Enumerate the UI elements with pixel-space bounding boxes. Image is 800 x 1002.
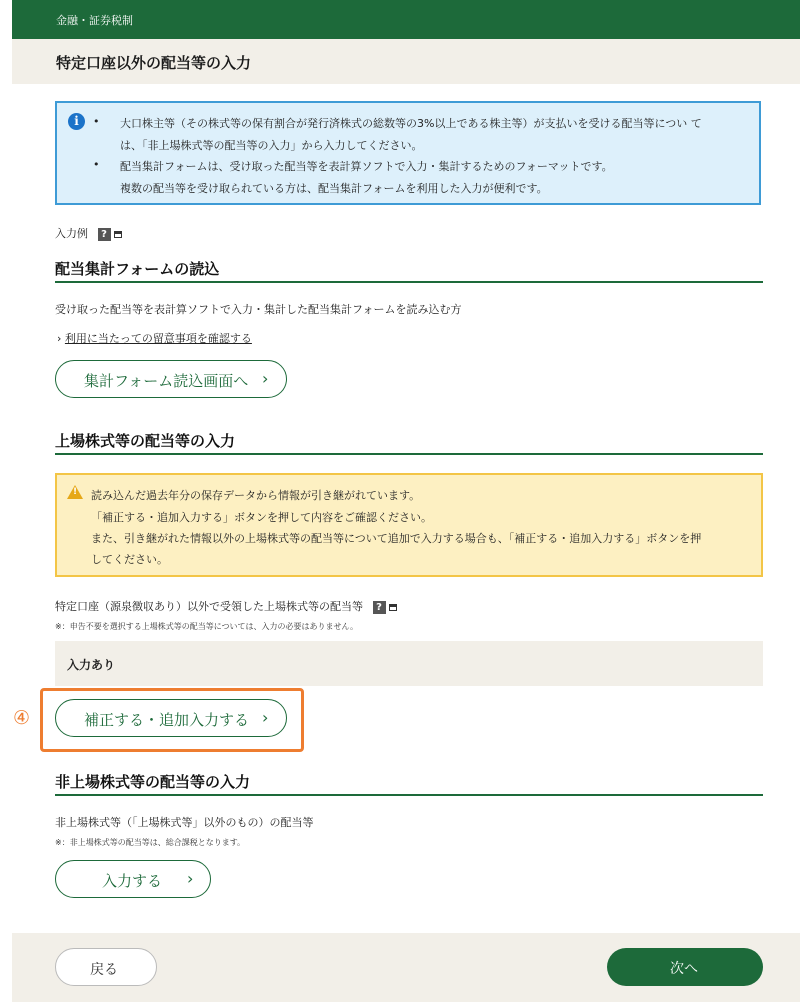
info-box bbox=[55, 101, 761, 205]
section-divider bbox=[55, 281, 763, 283]
form-section-description: 受け取った配当等を表計算ソフトで入力・集計した配当集計フォームを読み込む方 bbox=[55, 303, 462, 316]
chevron-right-icon: › bbox=[262, 369, 269, 388]
unlisted-input-button-label: 入力する bbox=[102, 872, 163, 890]
notice-link-label: 利用に当たっての留意事項を確認する bbox=[64, 332, 252, 345]
notice-link[interactable] bbox=[57, 330, 252, 346]
category-bar bbox=[12, 0, 800, 39]
correct-add-button[interactable] bbox=[55, 699, 287, 737]
input-status-bar bbox=[55, 641, 763, 686]
chevron-right-icon: › bbox=[187, 869, 194, 888]
page-title: 特定口座以外の配当等の入力 bbox=[56, 54, 252, 72]
info-bullet-1-line-2: は、「非上場株式等の配当等の入力」から入力してください。 bbox=[120, 139, 423, 152]
section-divider bbox=[55, 453, 763, 455]
warning-line-2: 「補正する・追加入力する」ボタンを押して内容をご確認ください。 bbox=[91, 511, 432, 524]
new-window-icon bbox=[114, 231, 122, 238]
listed-item-label: 特定口座（源泉徴収あり）以外で受領した上場株式等の配当等 bbox=[55, 600, 363, 613]
next-button-label: 次へ bbox=[670, 961, 698, 977]
category-label: 金融・証券税制 bbox=[56, 14, 133, 27]
warning-icon: ! bbox=[67, 485, 83, 499]
back-button-label: 戻る bbox=[90, 962, 118, 978]
new-window-icon bbox=[389, 604, 397, 611]
input-status: 入力あり bbox=[67, 658, 116, 672]
example-label: 入力例 bbox=[55, 227, 88, 240]
help-icon[interactable]: ? bbox=[373, 601, 386, 614]
warning-line-4: してください。 bbox=[91, 553, 168, 566]
form-read-button[interactable] bbox=[55, 360, 287, 398]
form-read-button-label: 集計フォーム読込画面へ bbox=[84, 372, 249, 390]
warning-box bbox=[55, 473, 763, 577]
info-icon: i bbox=[68, 113, 85, 130]
unlisted-item-note: ※：非上場株式等の配当等は、総合課税となります。 bbox=[55, 838, 246, 847]
next-button[interactable] bbox=[607, 948, 763, 986]
section-divider bbox=[55, 794, 763, 796]
info-bullet-2-line-2: 複数の配当等を受け取られている方は、配当集計フォームを利用した入力が便利です。 bbox=[120, 182, 548, 195]
warning-line-1: 読み込んだ過去年分の保存データから情報が引き継がれています。 bbox=[91, 489, 421, 502]
step-marker: ④ bbox=[13, 707, 31, 729]
title-bar bbox=[12, 39, 800, 84]
unlisted-item-label: 非上場株式等（「上場株式等」以外のもの）の配当等 bbox=[55, 816, 314, 829]
help-icon[interactable]: ? bbox=[98, 228, 111, 241]
correct-add-button-label: 補正する・追加入力する bbox=[84, 711, 250, 729]
listed-item-note: ※：申告不要を選択する上場株式等の配当等については、入力の必要はありません。 bbox=[55, 622, 359, 631]
info-bullet-2-line-1: 配当集計フォームは、受け取った配当等を表計算ソフトで入力・集計するためのフォーマットです。 bbox=[120, 160, 613, 173]
bullet-icon: • bbox=[93, 158, 100, 171]
chevron-right-icon: › bbox=[262, 708, 269, 727]
example-row bbox=[55, 225, 122, 241]
back-button[interactable] bbox=[55, 948, 157, 986]
unlisted-section-heading: 非上場株式等の配当等の入力 bbox=[55, 773, 251, 791]
bullet-icon: • bbox=[93, 115, 100, 128]
form-section-heading: 配当集計フォームの読込 bbox=[55, 260, 220, 278]
unlisted-input-button[interactable] bbox=[55, 860, 211, 898]
chevron-right-icon: › bbox=[57, 332, 62, 345]
warning-line-3: また、引き継がれた情報以外の上場株式等の配当等について追加で入力する場合も、「補正する・追加入力する」ボタンを押 bbox=[91, 532, 702, 545]
info-bullet-1-line-1: 大口株主等（その株式等の保有割合が発行済株式の総数等の3%以上である株主等）が支払いを受ける配当等につい て bbox=[120, 117, 702, 130]
listed-section-heading: 上場株式等の配当等の入力 bbox=[55, 432, 236, 450]
listed-item-row bbox=[55, 598, 397, 614]
